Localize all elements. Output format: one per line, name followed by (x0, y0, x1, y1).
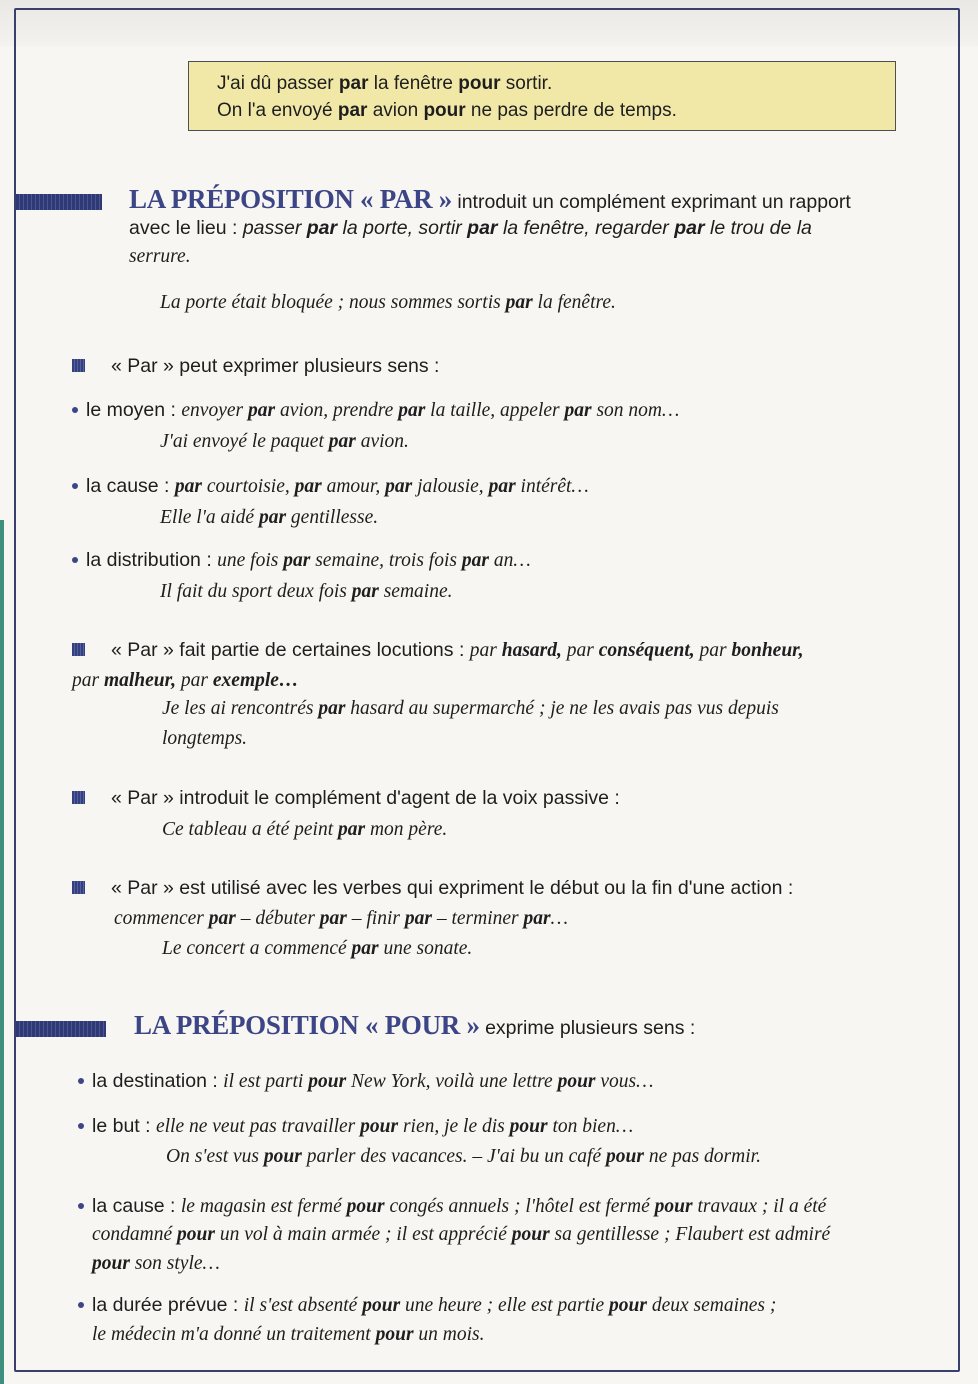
preposition-keyword: pour (360, 1116, 399, 1137)
preposition-keyword: pour (346, 1196, 385, 1217)
text-segment: travaux ; il a été (692, 1196, 827, 1217)
text-segment: amour, (321, 476, 386, 497)
pour-duree-line2 (92, 1320, 485, 1349)
text-segment: par (566, 640, 594, 661)
text-segment: semaine. (378, 581, 453, 602)
preposition-keyword: hasard, (496, 640, 567, 661)
preposition-keyword: par (351, 581, 379, 602)
verbs-title: « Par » est utilisé avec les verbes qui expriment le début ou la fin d'une action : (111, 877, 794, 899)
example-line (217, 97, 895, 124)
text-segment: congés annuels ; l'hôtel est fermé (384, 1196, 655, 1217)
pour-examples (223, 1071, 653, 1092)
agent-example (162, 815, 447, 844)
bullet-dot-icon (78, 1123, 84, 1129)
verbs-list (114, 904, 568, 933)
preposition-keyword: par (247, 400, 276, 421)
text-segment: le magasin est fermé (180, 1196, 347, 1217)
square-bullet-icon (72, 881, 85, 894)
pour-intro-text: exprime plusieurs sens : (479, 1017, 696, 1039)
text-segment: son nom… (591, 400, 680, 421)
text-segment: condamné (92, 1224, 178, 1245)
verbs-example (162, 934, 472, 963)
preposition-keyword: pour (509, 1116, 548, 1137)
text-segment: intérêt… (515, 476, 589, 497)
text-segment: la taille, appeler (425, 400, 565, 421)
preposition-keyword: pour (606, 1146, 644, 1167)
pour-duree (78, 1291, 776, 1320)
sense-label: la cause : (86, 475, 175, 497)
text-segment: il s'est absenté (243, 1295, 363, 1316)
text-segment: vous… (595, 1071, 654, 1092)
preposition-keyword: par (338, 819, 366, 840)
preposition-keyword: par (328, 431, 356, 452)
pour-but-sample (166, 1142, 761, 1171)
bullet-dot-icon (72, 557, 78, 563)
preposition-keyword: par (338, 73, 369, 94)
text-segment: ton bien… (547, 1116, 634, 1137)
pour-destination (78, 1067, 653, 1096)
example-box (188, 61, 896, 131)
text-segment: J'ai dû passer (217, 73, 339, 94)
text-segment: semaine, trois fois (310, 550, 462, 571)
preposition-keyword: par (174, 476, 202, 497)
page-margin-edge (0, 520, 4, 1384)
preposition-keyword: par (337, 100, 368, 121)
text-segment: la fenêtre. (532, 292, 616, 313)
text-segment: le médecin m'a donné un traitement (92, 1324, 376, 1345)
preposition-keyword: par (258, 507, 287, 528)
preposition-keyword: pour (263, 1146, 302, 1167)
text-segment: la fenêtre, regarder (497, 217, 675, 239)
text-segment: deux semaines ; (646, 1295, 777, 1316)
preposition-keyword: par (564, 400, 592, 421)
bullet-dot-icon (78, 1203, 84, 1209)
section-marker-bar (16, 1021, 106, 1037)
preposition-keyword: pour (654, 1196, 693, 1217)
par-intro-line2 (129, 214, 909, 243)
text-segment: un vol à main armée ; il est apprécié (214, 1224, 512, 1245)
square-bullet-icon (72, 359, 85, 372)
preposition-keyword: par (523, 908, 551, 929)
sense-cause (72, 472, 589, 501)
text-segment: mon père. (365, 819, 448, 840)
text-segment: il est parti (223, 1071, 309, 1092)
preposition-keyword: pour (375, 1324, 414, 1345)
text-segment: le trou de la (704, 217, 812, 239)
text-segment: parler des vacances. – J'ai bu un café (301, 1146, 606, 1167)
text-segment: une heure ; elle est partie (400, 1295, 609, 1316)
sense-sample (160, 427, 409, 456)
preposition-keyword: par (461, 550, 489, 571)
pour-examples (244, 1295, 777, 1316)
par-intro-text: introduit un complément exprimant un rapport (451, 191, 851, 213)
text-segment: – terminer (431, 908, 524, 929)
text-segment: sa gentillesse ; Flaubert est admiré (549, 1224, 831, 1245)
text-segment: la fenêtre (368, 73, 459, 94)
par-verbs (72, 874, 793, 903)
square-bullet-icon (72, 643, 85, 656)
preposition-keyword: par (318, 698, 346, 719)
text-segment: une fois (217, 550, 284, 571)
text-segment: une sonate. (378, 938, 473, 959)
preposition-keyword: par (385, 476, 413, 497)
square-bullet-icon (72, 791, 85, 804)
preposition-keyword: pour (423, 100, 466, 121)
text-segment: par (180, 670, 209, 691)
example-line (217, 70, 895, 97)
text-segment: On s'est vus (166, 1146, 264, 1167)
locutions-title: « Par » fait partie de certaines locutions : (111, 639, 470, 661)
sense-label: la distribution : (86, 549, 218, 571)
text-segment: la porte, sortir (337, 217, 468, 239)
section-marker-bar (16, 194, 102, 210)
preposition-keyword: par (505, 292, 533, 313)
pour-examples (156, 1116, 633, 1137)
text-segment: avion. (355, 431, 409, 452)
pour-heading: LA PRÉPOSITION « POUR » (134, 1010, 480, 1040)
text-segment: hasard au supermarché ; je ne les avais pas vus depuis (345, 698, 779, 719)
preposition-keyword: pour (609, 1295, 647, 1316)
text-segment: par (699, 640, 727, 661)
pour-cause-line2 (92, 1220, 830, 1249)
preposition-keyword: pour (308, 1071, 347, 1092)
par-intro-text2: avec le lieu : (129, 217, 243, 239)
locutions-list (470, 640, 804, 661)
text-segment: – finir (346, 908, 405, 929)
preposition-keyword: par (467, 217, 498, 239)
preposition-keyword: par (283, 550, 311, 571)
preposition-keyword: par (306, 217, 338, 239)
text-segment: Il fait du sport deux fois (160, 581, 352, 602)
preposition-keyword: pour (458, 73, 501, 94)
text-segment: envoyer (181, 400, 248, 421)
pour-label: le but : (92, 1115, 156, 1137)
text-segment: La porte était bloquée ; nous sommes sortis (160, 292, 506, 313)
pour-cause-line3 (92, 1249, 220, 1278)
text-segment: J'ai envoyé le paquet (160, 431, 329, 452)
locutions-example-2: longtemps. (162, 728, 248, 749)
pour-but (78, 1112, 633, 1141)
sense-sample (160, 503, 378, 532)
text-segment: elle ne veut pas travailler (155, 1116, 361, 1137)
preposition-keyword: par (398, 400, 426, 421)
par-intro-line3: serrure. (129, 246, 191, 267)
text-segment: passer (242, 217, 307, 239)
locutions-list-2 (72, 666, 298, 695)
bullet-dot-icon (72, 407, 78, 413)
preposition-keyword: par (488, 476, 516, 497)
text-segment: avion, prendre (275, 400, 399, 421)
sense-distribution (72, 546, 531, 575)
text-segment: Le concert a commencé (162, 938, 352, 959)
bullet-dot-icon (72, 483, 78, 489)
par-heading: LA PRÉPOSITION « PAR » (129, 184, 452, 214)
text-segment: par (72, 670, 100, 691)
bullet-dot-icon (78, 1078, 84, 1084)
pour-label: la destination : (92, 1070, 224, 1092)
text-segment: rien, je le dis (398, 1116, 510, 1137)
agent-title: « Par » introduit le complément d'agent de la voix passive : (111, 787, 620, 809)
text-segment: On l'a envoyé (217, 100, 338, 121)
sense-moyen (72, 396, 679, 425)
preposition-keyword: par (319, 908, 347, 929)
pour-label: la durée prévue : (92, 1294, 244, 1316)
text-segment: son style… (129, 1253, 220, 1274)
text-segment: – débuter (235, 908, 320, 929)
text-segment: … (550, 908, 568, 929)
preposition-keyword: exemple… (208, 670, 299, 691)
sense-sample (160, 577, 453, 606)
text-segment: courtoisie, (201, 476, 295, 497)
text-segment: Elle l'a aidé (160, 507, 259, 528)
preposition-keyword: pour (362, 1295, 401, 1316)
text-segment: commencer (114, 908, 209, 929)
sense-examples (175, 476, 589, 497)
text-segment: an… (488, 550, 531, 571)
text-segment: ne pas perdre de temps. (465, 100, 677, 121)
pour-intro (134, 1010, 695, 1044)
pour-cause (78, 1192, 908, 1221)
text-segment: sortir. (500, 73, 553, 94)
preposition-keyword: par (404, 908, 432, 929)
bullet-dot-icon (78, 1302, 84, 1308)
preposition-keyword: bonheur, (726, 640, 804, 661)
text-segment: New York, voilà une lettre (346, 1071, 558, 1092)
text-segment: un mois. (413, 1324, 485, 1345)
pour-examples (181, 1196, 826, 1217)
text-segment: avion (367, 100, 424, 121)
preposition-keyword: conséquent, (593, 640, 700, 661)
par-locutions (72, 636, 892, 665)
par-intro-examples (243, 217, 812, 239)
preposition-keyword: par (208, 908, 236, 929)
preposition-keyword: pour (92, 1253, 130, 1274)
preposition-keyword: par (351, 938, 379, 959)
preposition-keyword: pour (177, 1224, 215, 1245)
par-intro (129, 184, 909, 218)
preposition-keyword: par (674, 217, 705, 239)
sense-examples (217, 550, 531, 571)
preposition-keyword: pour (511, 1224, 550, 1245)
text-segment: jalousie, (412, 476, 489, 497)
text-segment: ne pas dormir. (643, 1146, 761, 1167)
pour-label: la cause : (92, 1195, 181, 1217)
sense-label: le moyen : (86, 399, 182, 421)
text-segment: Je les ai rencontrés (162, 698, 319, 719)
preposition-keyword: pour (557, 1071, 596, 1092)
par-intro-example (160, 288, 616, 317)
locutions-example (162, 694, 902, 723)
text-segment: gentillesse. (286, 507, 379, 528)
par-agent (72, 784, 620, 813)
text-segment: par (469, 640, 497, 661)
text-segment: Ce tableau a été peint (162, 819, 338, 840)
par-senses-title (72, 352, 439, 381)
sense-examples (181, 400, 679, 421)
preposition-keyword: par (294, 476, 322, 497)
preposition-keyword: malheur, (99, 670, 181, 691)
par-senses-title-text: « Par » peut exprimer plusieurs sens : (111, 355, 440, 377)
